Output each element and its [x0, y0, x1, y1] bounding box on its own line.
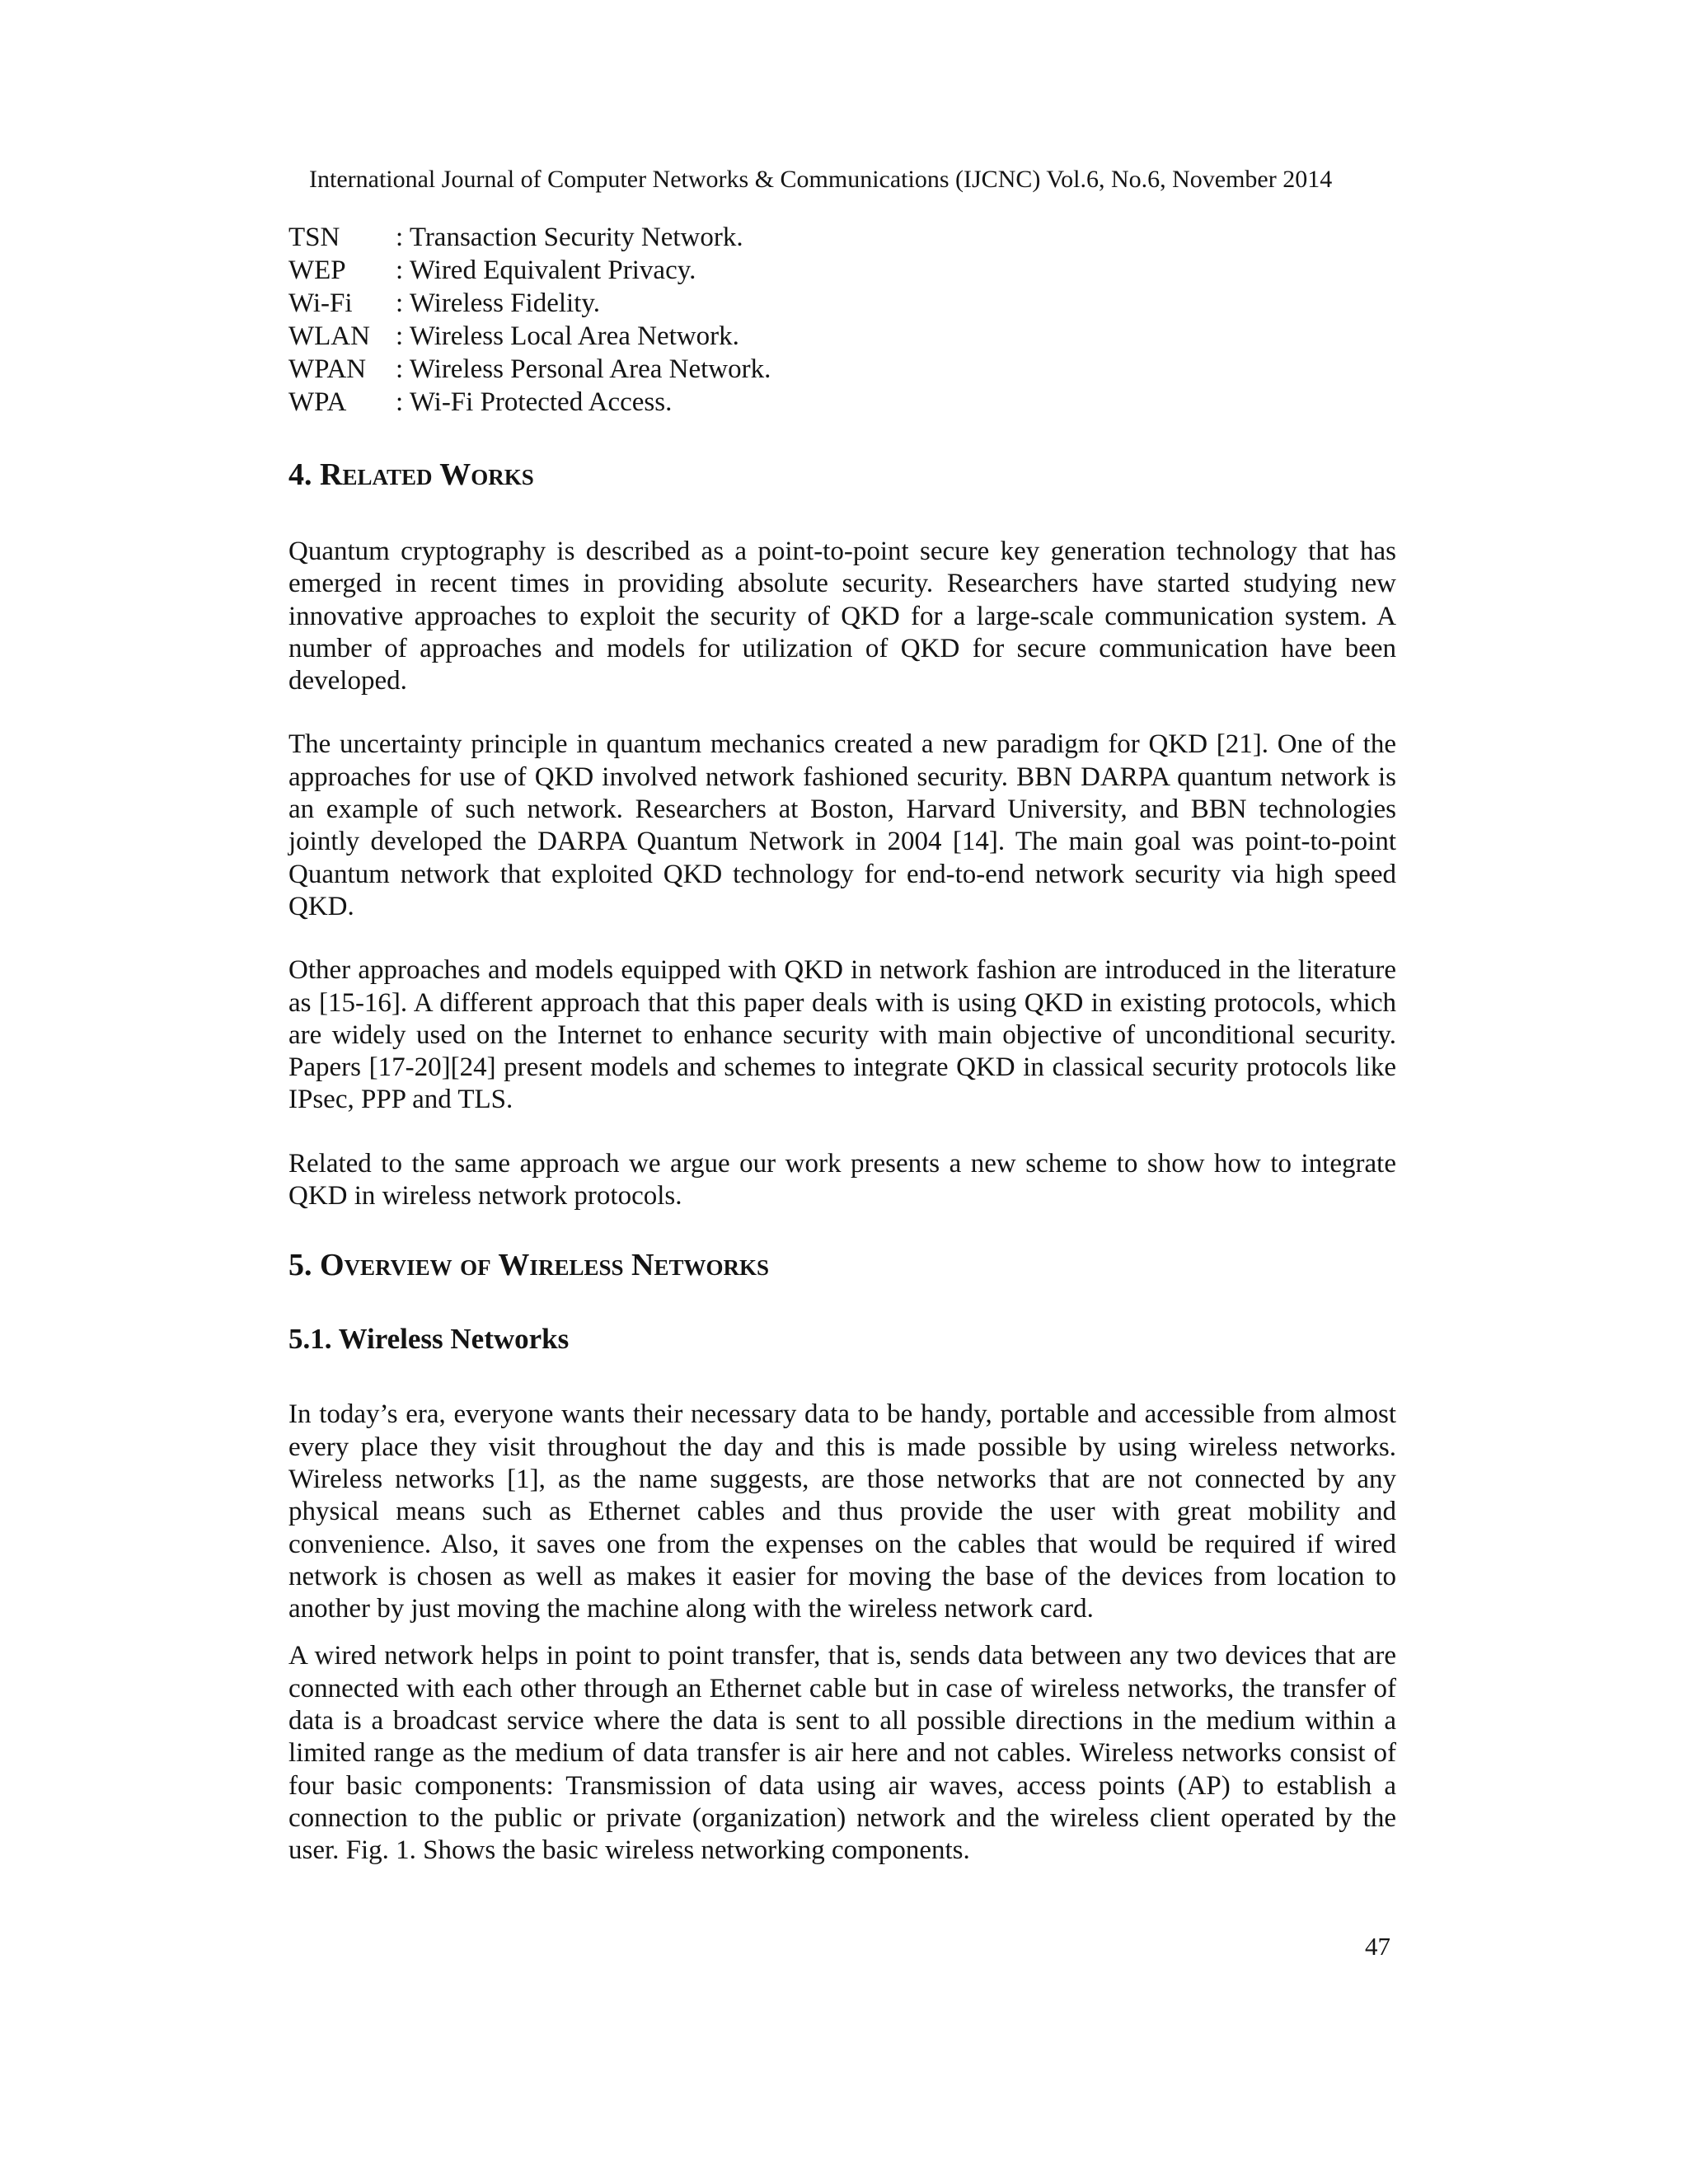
abbreviation-list: [288, 221, 1396, 419]
abbreviation-item: [288, 254, 1396, 287]
abbreviation-item: [288, 287, 1396, 320]
subsection-5-1-title: 5.1. Wireless Networks: [288, 1323, 570, 1356]
abbreviation-definition: : Wired Equivalent Privacy.: [396, 255, 696, 285]
abbreviation-definition: : Wireless Personal Area Network.: [396, 354, 771, 384]
page-number: 47: [1365, 1932, 1390, 1961]
section-4-paragraph: The uncertainty principle in quantum mechanics created a new paradigm for QKD [21]. One of the approaches for use of QKD involved network fashioned security. BBN DARPA quantum network is an example of such network. Researchers at Boston, Harvard University, and BBN technologies jointly developed the DARPA Quantum Network in 2004 [14]. The main goal was point-to-point Quantum network that exploited QKD technology for end-to-end network security via high speed QKD.: [288, 729, 1396, 921]
running-header: International Journal of Computer Networks & Communications (IJCNC) Vol.6, No.6, November 2014: [309, 166, 1333, 193]
abbreviation-term: TSN: [288, 223, 340, 252]
abbreviation-item: [288, 320, 1396, 353]
abbreviation-definition: : Transaction Security Network.: [396, 223, 743, 252]
section-4-paragraph: Other approaches and models equipped with QKD in network fashion are introduced in the literature as [15-16]. A different approach that this paper deals with is using QKD in existing protocols, which are widely used on the Internet to enhance security with main objective of unconditional security. Papers [17-20][24] present models and schemes to integrate QKD in classical security protocols like IPsec, PPP and TLS.: [288, 955, 1396, 1115]
abbreviation-definition: : Wi-Fi Protected Access.: [396, 387, 673, 417]
section-4-title: 4. Related Works: [288, 457, 534, 492]
abbreviation-term: WLAN: [288, 321, 370, 351]
abbreviation-term: WPAN: [288, 354, 367, 384]
section-4-paragraph: Related to the same approach we argue our work presents a new scheme to show how to integrate QKD in wireless network protocols.: [288, 1148, 1396, 1212]
section-5-title: 5. Overview of Wireless Networks: [288, 1248, 769, 1283]
abbreviation-item: [288, 221, 1396, 254]
section-4-paragraph: Quantum cryptography is described as a point-to-point secure key generation technology that has emerged in recent times in providing absolute security. Researchers have started studying new innovative approaches to exploit the security of QKD for a large-scale communication system. A number of approaches and models for utilization of QKD for secure communication have been developed.: [288, 537, 1396, 696]
abbreviation-term: Wi-Fi: [288, 288, 353, 318]
abbreviation-item: [288, 386, 1396, 419]
page-content: [288, 221, 1396, 1868]
abbreviation-definition: : Wireless Local Area Network.: [396, 321, 739, 351]
abbreviation-definition: : Wireless Fidelity.: [396, 288, 600, 318]
subsection-5-1-paragraph: In today’s era, everyone wants their necessary data to be handy, portable and accessible from almost every place they visit throughout the day and this is made possible by using wireless networks. Wireless networks [1], as the name suggests, are those networks that are not connected by any physical means such as Ethernet cables and thus provide the user with great mobility and convenience. Also, it saves one from the expenses on the cables that would be required if wired network is chosen as well as makes it easier for moving the base of the devices from location to another by just moving the machine along with the wireless network card.: [288, 1399, 1396, 1624]
abbreviation-term: WEP: [288, 255, 346, 285]
abbreviation-item: [288, 353, 1396, 386]
abbreviation-term: WPA: [288, 387, 347, 417]
subsection-5-1-paragraph: A wired network helps in point to point transfer, that is, sends data between any two devices that are connected with each other through an Ethernet cable but in case of wireless networks, the transfer of data is a broadcast service where the data is sent to all possible directions in the medium within a limited range as the medium of data transfer is air here and not cables. Wireless networks consist of four basic components: Transmission of data using air waves, access points (AP) to establish a connection to the public or private (organization) network and the wireless client operated by the user. Fig. 1. Shows the basic wireless networking components.: [288, 1641, 1396, 1866]
